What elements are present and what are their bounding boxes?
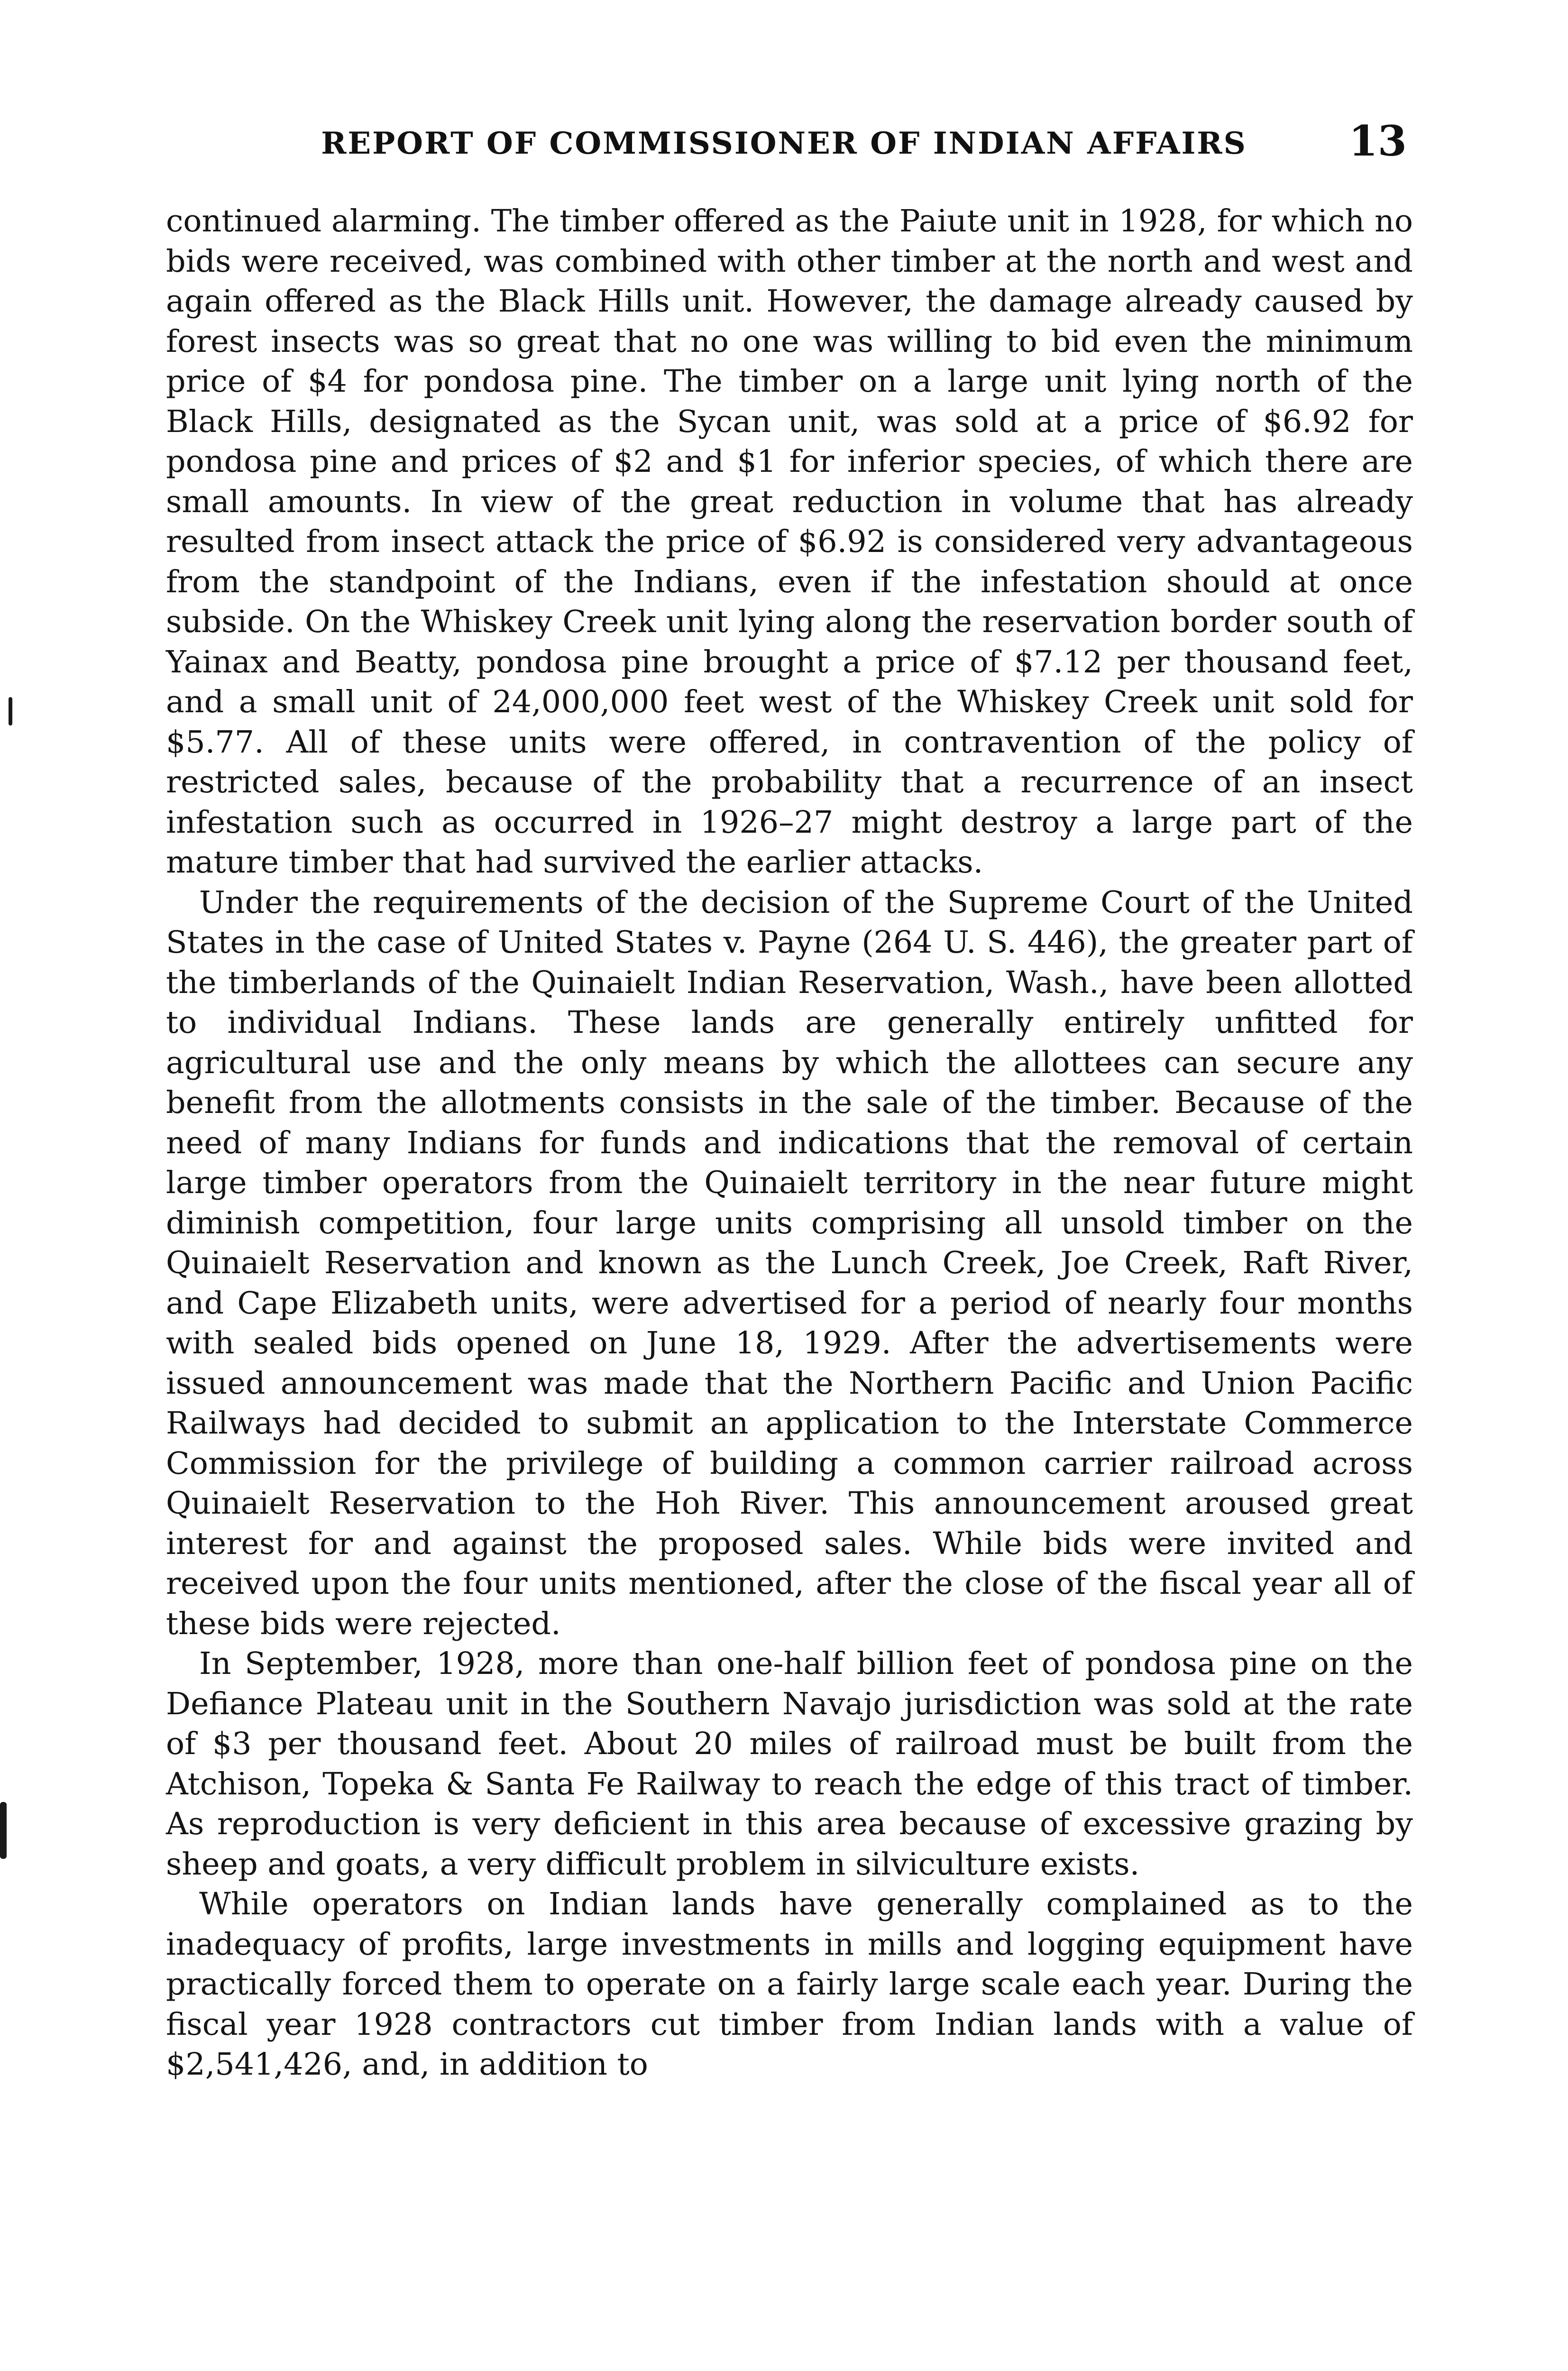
body-text xyxy=(166,202,1413,2085)
paragraph-2: Under the requirements of the decision of the Supreme Court of the United States in the case of United States v. Payne (264 U. S. 446), the greater part of the timberlands of the Quinaielt Indian Reservation, Wash., have been allotted to individual Indians. These lands are generally entirely unfitted for agricultural use and the only means by which the allottees can secure any benefit from the allotments consists in the sale of the timber. Because of the need of many Indians for funds and indications that the removal of certain large timber operators from the Quinaielt territory in the near future might diminish competition, four large units comprising all unsold timber on the Quinaielt Reservation and known as the Lunch Creek, Joe Creek, Raft River, and Cape Elizabeth units, were advertised for a period of nearly four months with sealed bids opened on June 18, 1929. After the advertisements were issued announcement was made that the Northern Pacific and Union Pacific Railways had decided to submit an application to the Interstate Commerce Commission for the privilege of building a common carrier railroad across Quinaielt Reservation to the Hoh River. This announcement aroused great interest for and against the proposed sales. While bids were invited and received upon the four units mentioned, after the close of the fiscal year all of these bids were rejected. xyxy=(166,884,1413,1642)
scan-edge-mark-lower xyxy=(0,1802,7,1859)
report-title: REPORT OF COMMISSIONER OF INDIAN AFFAIRS xyxy=(321,126,1247,161)
page-number: 13 xyxy=(1348,116,1407,165)
paragraph-1: continued alarming. The timber offered as the Paiute unit in 1928, for which no bids were received, was combined with other timber at the north and west and again offered as the Black Hills unit. However, the damage already caused by forest insects was so great that no one was willing to bid even the minimum price of $4 for pondosa pine. The timber on a large unit lying north of the Black Hills, designated as the Sycan unit, was sold at a price of $6.92 for pondosa pine and prices of $2 and $1 for inferior species, of which there are small amounts. In view of the great reduction in volume that has already resulted from insect attack the price of $6.92 is considered very advantageous from the standpoint of the Indians, even if the infestation should at once subside. On the Whiskey Creek unit lying along the reservation border south of Yainax and Beatty, pondosa pine brought a price of $7.12 per thousand feet, and a small unit of 24,000,000 feet west of the Whiskey Creek unit sold for $5.77. All of these units were offered, in contravention of the policy of restricted sales, because of the probability that a recurrence of an insect infestation such as occurred in 1926–27 might destroy a large part of the mature timber that had survived the earlier attacks. xyxy=(166,203,1413,880)
paragraph-4: While operators on Indian lands have generally complained as to the inadequacy of profits, large investments in mills and logging equipment have practically forced them to operate on a fairly large scale each year. During the fiscal year 1928 contractors cut timber from Indian lands with a value of $2,541,426, and, in addition to xyxy=(166,1886,1413,2082)
running-header xyxy=(161,116,1407,168)
paragraph-3: In September, 1928, more than one-half billion feet of pondosa pine on the Defiance Plateau unit in the Southern Navajo jurisdiction was sold at the rate of $3 per thousand feet. About 20 miles of railroad must be built from the Atchison, Topeka & Santa Fe Railway to reach the edge of this tract of timber. As reproduction is very deficient in this area because of excessive grazing by sheep and goats, a very difficult problem in silviculture exists. xyxy=(166,1646,1413,1882)
scan-edge-mark-upper xyxy=(9,697,12,726)
